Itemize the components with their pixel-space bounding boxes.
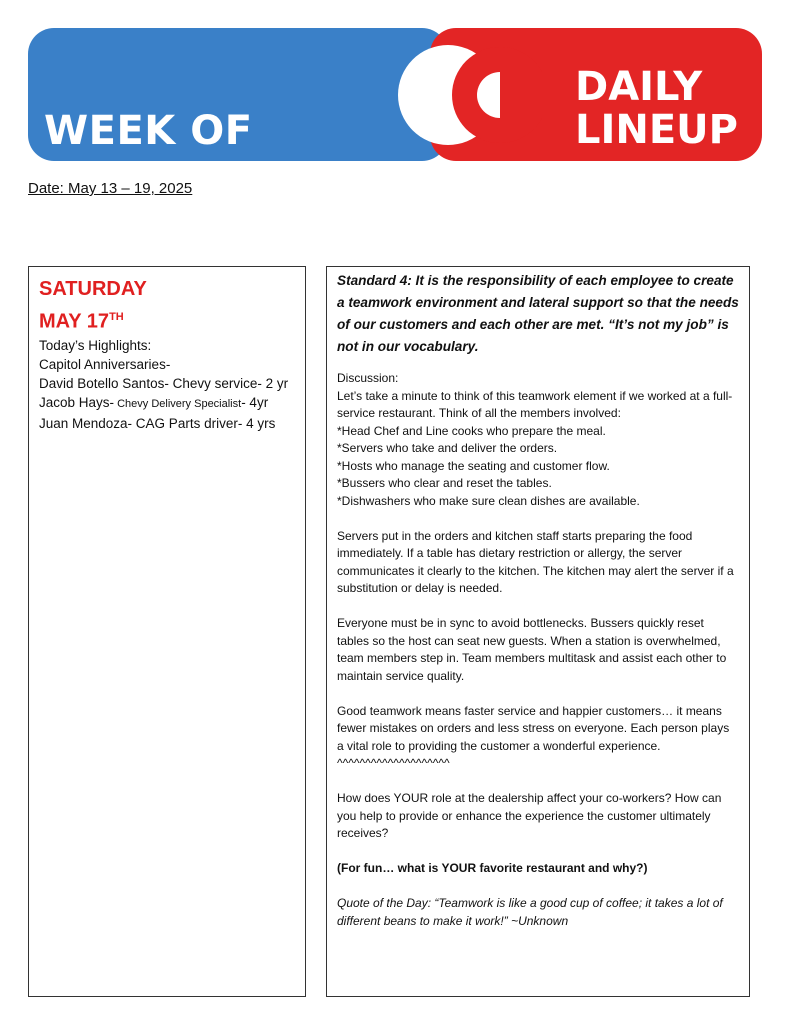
header-banner [0, 0, 791, 175]
entry2-role: Chevy Delivery Specialist [114, 397, 242, 410]
teamwork-text: Good teamwork means faster service and happier customers… it means fewer mistakes on orders and less stress on everyone. Each person plays a vital role to providing the customer a wonderful experience. [337, 703, 730, 753]
paragraph-question: How does YOUR role at the dealership affect your co-workers? How can you help to provide or enhance the experience the customer ultimately receives? [337, 791, 722, 840]
left-panel [28, 266, 306, 997]
week-date: Date: May 13 – 19, 2025 [28, 180, 193, 197]
entry2-years: - 4yr [241, 394, 269, 410]
anniversary-entry-1: David Botello Santos- Chevy service- 2 yr [39, 375, 289, 391]
entry2-name: Jacob Hays- [39, 394, 115, 410]
anniversary-entry-2 [39, 393, 295, 414]
paragraph-teamwork [337, 703, 739, 773]
day-name: SATURDAY [39, 278, 147, 300]
discussion-item: *Bussers who clear and reset the tables. [337, 476, 552, 490]
quote-of-the-day: Quote of the Day: “Teamwork is like a good cup of coffee; it takes a lot of different beans to make it work!” ~Unknown [337, 896, 723, 928]
discussion-intro: Let’s take a minute to think of this teamwork element if we worked at a full-service restaurant. Think of all the members involved: [337, 388, 733, 420]
discussion-item: *Dishwashers who make sure clean dishes are available. [337, 493, 640, 508]
anniversary-entry-3: Juan Mendoza- CAG Parts driver- 4 yrs [39, 415, 276, 431]
discussion-item: *Hosts who manage the seating and customer flow. [337, 458, 610, 473]
paragraph-sync: Everyone must be in sync to avoid bottlenecks. Bussers quickly reset tables so the host can seat new guests. When a station is overwhelmed, team members step in. Team members multitask and assist each other to maintain service quality. [337, 616, 727, 683]
anniversaries-label: Capitol Anniversaries- [39, 356, 171, 372]
daily-lineup-title [575, 66, 738, 152]
paragraph-orders: Servers put in the orders and kitchen staff starts preparing the food immediately. If a table has dietary restriction or allergy, the server communicates it clearly to the kitchen. The kitchen may alert the server if a substitution or delay is needed. [337, 528, 734, 595]
standard-statement: Standard 4: It is the responsibility of each employee to create a teamwork environment and lateral support so that the needs of our customers and each other are met. “It’s not my job” is not in our vocabulary. [337, 273, 739, 354]
caret-divider: ^^^^^^^^^^^^^^^^^^^^ [337, 756, 450, 770]
discussion-section [337, 370, 739, 510]
fun-question: (For fun… what is YOUR favorite restaurant and why?) [337, 861, 648, 875]
discussion-item: *Head Chef and Line cooks who prepare the meal. [337, 423, 606, 438]
day-date [39, 303, 295, 336]
right-panel [326, 266, 750, 997]
discussion-label: Discussion: [337, 371, 399, 385]
daily-lineup-line2: LINEUP [575, 107, 738, 153]
highlights-label: Today’s Highlights: [39, 337, 152, 353]
day-date-main: MAY 17 [39, 310, 110, 333]
daily-lineup-line1: DAILY [575, 64, 703, 110]
puzzle-cut [500, 72, 560, 118]
week-of-title: WEEK OF [44, 108, 253, 154]
discussion-item: *Servers who take and deliver the orders. [337, 441, 558, 455]
day-date-suffix: TH [109, 311, 124, 323]
